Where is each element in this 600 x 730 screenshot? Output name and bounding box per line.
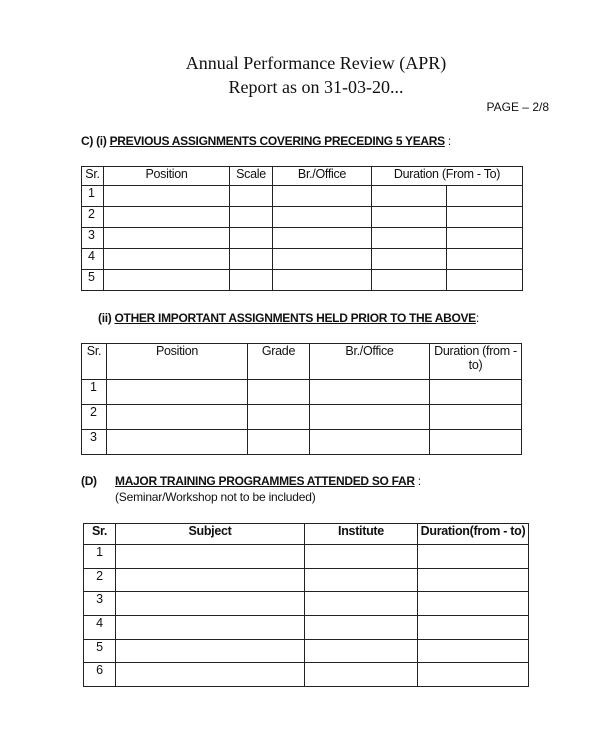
table-row xyxy=(84,639,529,663)
section-c-heading xyxy=(81,134,451,148)
table-row xyxy=(84,663,529,687)
entry-cell[interactable] xyxy=(230,207,273,228)
column-header-scale: Scale xyxy=(230,167,273,186)
document-subtitle: Report as on 31-03-20... xyxy=(228,77,404,97)
entry-cell[interactable] xyxy=(310,405,430,430)
row-number: 2 xyxy=(84,568,116,592)
column-header-position: Position xyxy=(104,167,230,186)
section-c2-suffix: : xyxy=(475,311,479,325)
entry-cell[interactable] xyxy=(305,568,418,592)
section-d-title: MAJOR TRAINING PROGRAMMES ATTENDED SO FAR xyxy=(115,474,415,488)
entry-cell[interactable] xyxy=(104,249,230,270)
entry-cell[interactable] xyxy=(418,568,529,592)
entry-cell[interactable] xyxy=(305,639,418,663)
table-row xyxy=(82,186,523,207)
entry-cell[interactable] xyxy=(418,616,529,640)
section-d-note: (Seminar/Workshop not to be included) xyxy=(115,490,316,504)
column-header-sr: Sr. xyxy=(82,344,107,380)
entry-cell[interactable] xyxy=(273,249,372,270)
training-programmes-table xyxy=(83,523,529,687)
column-header-subject: Subject xyxy=(116,524,305,545)
entry-cell[interactable] xyxy=(430,405,522,430)
entry-cell[interactable] xyxy=(116,663,305,687)
column-header-sr: Sr. xyxy=(82,167,104,186)
entry-cell[interactable] xyxy=(116,592,305,616)
section-d-heading xyxy=(115,474,421,488)
table-row xyxy=(82,380,522,405)
entry-cell[interactable] xyxy=(447,207,523,228)
table-row xyxy=(84,616,529,640)
column-header-institute: Institute xyxy=(305,524,418,545)
table-row xyxy=(82,270,523,291)
table-row xyxy=(82,249,523,270)
entry-cell[interactable] xyxy=(418,592,529,616)
entry-cell[interactable] xyxy=(116,616,305,640)
table-row xyxy=(84,592,529,616)
entry-cell[interactable] xyxy=(107,380,248,405)
row-number: 3 xyxy=(84,592,116,616)
section-d-prefix: (D) xyxy=(81,474,97,488)
entry-cell[interactable] xyxy=(107,430,248,455)
entry-cell[interactable] xyxy=(116,568,305,592)
entry-cell[interactable] xyxy=(447,249,523,270)
row-number: 1 xyxy=(82,380,107,405)
section-c-prefix: C) (i) xyxy=(81,134,110,148)
table-row xyxy=(82,405,522,430)
row-number: 3 xyxy=(82,430,107,455)
table-row xyxy=(82,207,523,228)
section-c-suffix: : xyxy=(444,134,451,148)
section-d-suffix: : xyxy=(414,474,421,488)
previous-assignments-table xyxy=(81,166,523,291)
section-c2-heading xyxy=(98,311,479,325)
entry-cell[interactable] xyxy=(104,228,230,249)
section-c2-title: OTHER IMPORTANT ASSIGNMENTS HELD PRIOR TO THE ABOVE xyxy=(114,311,476,325)
entry-cell[interactable] xyxy=(372,228,447,249)
entry-cell[interactable] xyxy=(372,270,447,291)
entry-cell[interactable] xyxy=(248,430,310,455)
row-number: 4 xyxy=(82,249,104,270)
entry-cell[interactable] xyxy=(418,639,529,663)
section-c2-prefix: (ii) xyxy=(98,311,115,325)
entry-cell[interactable] xyxy=(447,186,523,207)
entry-cell[interactable] xyxy=(372,249,447,270)
page-number: PAGE – 2/8 xyxy=(486,100,549,114)
entry-cell[interactable] xyxy=(305,616,418,640)
table-row xyxy=(84,568,529,592)
row-number: 5 xyxy=(82,270,104,291)
entry-cell[interactable] xyxy=(273,207,372,228)
entry-cell[interactable] xyxy=(230,270,273,291)
row-number: 2 xyxy=(82,207,104,228)
entry-cell[interactable] xyxy=(310,430,430,455)
entry-cell[interactable] xyxy=(305,663,418,687)
table-row xyxy=(82,430,522,455)
row-number: 1 xyxy=(82,186,104,207)
entry-cell[interactable] xyxy=(104,207,230,228)
row-number: 3 xyxy=(82,228,104,249)
column-header-duration: Duration(from - to) xyxy=(418,524,529,545)
entry-cell[interactable] xyxy=(104,186,230,207)
column-header-grade: Grade xyxy=(248,344,310,380)
column-header-office: Br./Office xyxy=(310,344,430,380)
section-c-title: PREVIOUS ASSIGNMENTS COVERING PRECEDING 5 YEARS xyxy=(109,134,445,148)
entry-cell[interactable] xyxy=(230,228,273,249)
entry-cell[interactable] xyxy=(104,270,230,291)
row-number: 1 xyxy=(84,545,116,569)
column-header-duration: Duration (from - to) xyxy=(430,344,522,380)
entry-cell[interactable] xyxy=(273,228,372,249)
entry-cell[interactable] xyxy=(116,639,305,663)
row-number: 2 xyxy=(82,405,107,430)
entry-cell[interactable] xyxy=(305,545,418,569)
row-number: 6 xyxy=(84,663,116,687)
entry-cell[interactable] xyxy=(430,380,522,405)
row-number: 4 xyxy=(84,616,116,640)
entry-cell[interactable] xyxy=(116,545,305,569)
entry-cell[interactable] xyxy=(372,186,447,207)
entry-cell[interactable] xyxy=(430,430,522,455)
other-assignments-table xyxy=(81,343,522,455)
column-header-position: Position xyxy=(107,344,248,380)
entry-cell[interactable] xyxy=(107,405,248,430)
entry-cell[interactable] xyxy=(447,270,523,291)
entry-cell[interactable] xyxy=(418,663,529,687)
entry-cell[interactable] xyxy=(248,380,310,405)
entry-cell[interactable] xyxy=(447,228,523,249)
table-row xyxy=(84,545,529,569)
table-row xyxy=(82,228,523,249)
entry-cell[interactable] xyxy=(305,592,418,616)
column-header-duration: Duration (From - To) xyxy=(372,167,523,186)
column-header-office: Br./Office xyxy=(273,167,372,186)
column-header-sr: Sr. xyxy=(84,524,116,545)
entry-cell[interactable] xyxy=(230,249,273,270)
entry-cell[interactable] xyxy=(248,405,310,430)
entry-cell[interactable] xyxy=(418,545,529,569)
entry-cell[interactable] xyxy=(310,380,430,405)
row-number: 5 xyxy=(84,639,116,663)
entry-cell[interactable] xyxy=(273,270,372,291)
entry-cell[interactable] xyxy=(273,186,372,207)
document-title: Annual Performance Review (APR) xyxy=(185,53,447,73)
entry-cell[interactable] xyxy=(230,186,273,207)
entry-cell[interactable] xyxy=(372,207,447,228)
